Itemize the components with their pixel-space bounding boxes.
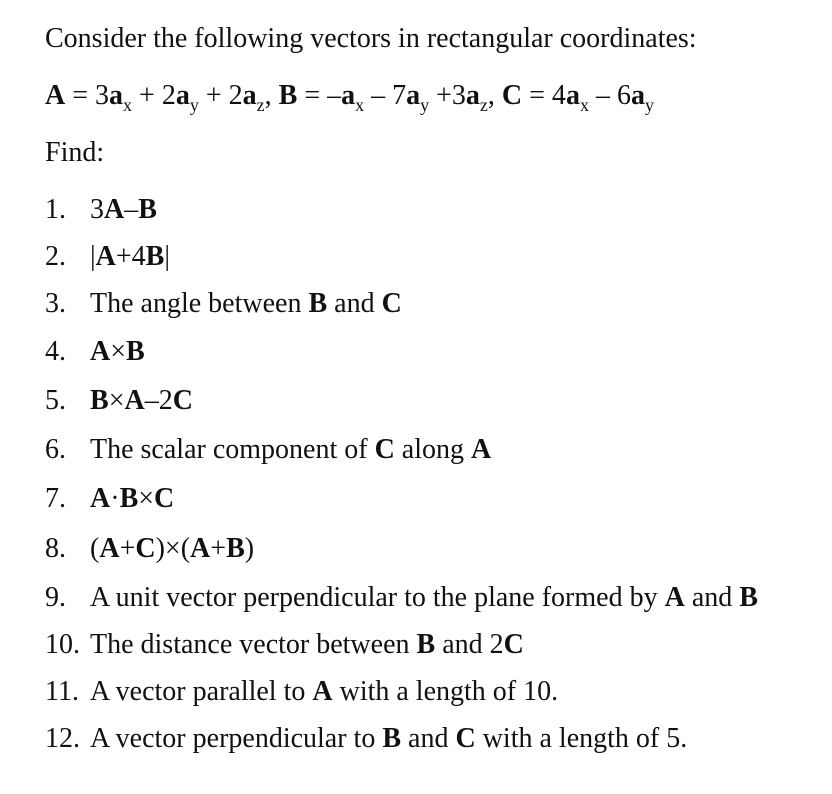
item-number: 12. — [45, 723, 80, 754]
list-item: 3. The angle between B and C — [45, 288, 402, 319]
item-number: 8. — [45, 533, 66, 564]
item-number: 1. — [45, 194, 66, 225]
vector-definitions: $A = 3a_x + 2a_y + 2a_z$, $B = -a_x - 7a_y +3a_z$, $C = 4a_x - 6a_y$ — [45, 80, 654, 115]
list-item: 11. A vector parallel to A with a length of 10. — [45, 676, 559, 707]
vector-C-label: C — [501, 80, 523, 111]
list-item: 12. A vector perpendicular to B and C with a length of 5. — [45, 723, 688, 754]
list-item: 8. (A+C)×(A+B) — [45, 533, 255, 564]
find-heading: Find: — [45, 137, 105, 168]
list-item: 6. The scalar component of C along A — [45, 434, 492, 465]
item-number: 4. — [45, 336, 66, 367]
item-number: 6. — [45, 434, 66, 465]
list-item: 1. 3A–B — [45, 194, 157, 225]
item-number: 10. — [45, 629, 80, 660]
item-number: 2. — [45, 241, 66, 272]
vector-B-label: B — [278, 80, 298, 111]
item-number: 3. — [45, 288, 66, 319]
list-item: 2. |A+4B| — [45, 241, 170, 272]
list-item: 5. B×A–2C — [45, 385, 193, 416]
item-number: 5. — [45, 385, 66, 416]
vector-A-label: A — [45, 80, 66, 111]
item-number: 7. — [45, 483, 66, 514]
list-item: 7. A·B×C — [45, 483, 175, 514]
intro-text: Consider the following vectors in rectangular coordinates: — [45, 23, 697, 54]
list-item: 9. A unit vector perpendicular to the plane formed by A and B — [45, 582, 758, 613]
list-item: 10. The distance vector between B and 2C — [45, 629, 524, 660]
list-item: 4. A×B — [45, 336, 145, 367]
item-number: 9. — [45, 582, 66, 613]
item-number: 11. — [45, 676, 79, 707]
